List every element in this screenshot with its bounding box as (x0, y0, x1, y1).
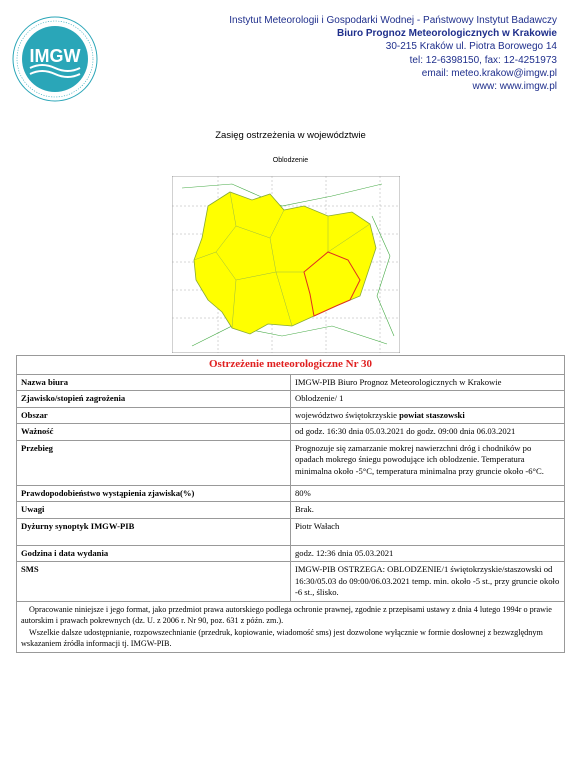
table-row (17, 374, 565, 391)
row-label: Dyżurny synoptyk IMGW-PIB (17, 518, 291, 545)
institute-name: Instytut Meteorologii i Gospodarki Wodnej - Państwowy Instytut Badawczy (229, 15, 557, 26)
row-value: Oblodzenie/ 1 (291, 391, 565, 408)
table-row (17, 440, 565, 485)
table-row (17, 518, 565, 545)
copyright-note (17, 601, 565, 652)
table-row (17, 407, 565, 424)
row-label: Obszar (17, 407, 291, 424)
table-row (17, 545, 565, 562)
copyright-paragraph: Opracowanie niniejsze i jego format, jako przedmiot prawa autorskiego podlega ochronie prawnej, zgodnie z przepisami ustawy z dnia 4 lutego 1994r o prawie autorskim i prawach pokrewnych (dz. U. z 2006 r. Nr 90, poz. 631 z późn. zm.). (21, 604, 552, 625)
row-value: Piotr Wałach (291, 518, 565, 545)
office-header (229, 14, 557, 93)
row-value (291, 407, 565, 424)
footer-row (17, 601, 565, 652)
office-website: www: www.imgw.pl (472, 81, 557, 93)
row-label: Zjawisko/stopień zagrożenia (17, 391, 291, 408)
row-value: IMGW-PIB OSTRZEGA: OBLODZENIE/1 świętokrzyskie/staszowski od 16:30/05.03 do 09:00/06.03.2021 temp. min. około -5 st., przy gruncie około -6 st., ślisko. (291, 562, 565, 602)
warning-title: Ostrzeżenie meteorologiczne Nr 30 (17, 356, 565, 375)
warning-table (16, 355, 565, 653)
table-row (17, 485, 565, 502)
map-subtitle: Oblodzenie (272, 157, 309, 164)
area-region: województwo świętokrzyskie (295, 409, 400, 420)
row-value: Prognozuje się zamarzanie mokrej nawierzchni dróg i chodników po opadach mokrego śniegu powodujące ich oblodzenie. Temperatura minimalna około -5°C, temperatura minimalna przy gruncie około -6°C. (291, 440, 565, 485)
table-row (17, 562, 565, 602)
table-row (17, 424, 565, 441)
map-title: Zasięg ostrzeżenia w województwie (215, 130, 366, 141)
table-row (17, 391, 565, 408)
area-county: powiat staszowski (399, 409, 465, 420)
row-value: godz. 12:36 dnia 05.03.2021 (291, 545, 565, 562)
office-address: 30-215 Kraków ul. Piotra Borowego 14 (385, 41, 557, 53)
table-row (17, 502, 565, 519)
row-value: od godz. 16:30 dnia 05.03.2021 do godz. 09:00 dnia 06.03.2021 (291, 424, 565, 441)
row-value: IMGW-PIB Biuro Prognoz Meteorologicznych w Krakowie (291, 374, 565, 391)
row-value: 80% (291, 485, 565, 502)
imgw-logo (12, 16, 98, 102)
office-phone: tel: 12-6398150, fax: 12-4251973 (409, 54, 557, 66)
logo-text: IMGW (29, 46, 81, 66)
row-label: SMS (17, 562, 291, 602)
row-label: Przebieg (17, 440, 291, 485)
row-label: Uwagi (17, 502, 291, 519)
row-label: Godzina i data wydania (17, 545, 291, 562)
redistribution-paragraph: Wszelkie dalsze udostępnianie, rozpowszechnianie (przedruk, kopiowanie, wiadomość sms) jest dozwolone wyłącznie w formie dosłownej z bezwzględnym wskazaniem źródła informacji tj. IMGW-PIB. (21, 627, 543, 648)
row-value: Brak. (291, 502, 565, 519)
row-label: Prawdopodobieństwo wystąpienia zjawiska(%) (17, 485, 291, 502)
row-label: Nazwa biura (17, 374, 291, 391)
warning-area-map (172, 176, 400, 353)
row-label: Ważność (17, 424, 291, 441)
office-email: email: meteo.krakow@imgw.pl (421, 67, 557, 79)
office-name: Biuro Prognoz Meteorologicznych w Krakowie (336, 28, 557, 40)
